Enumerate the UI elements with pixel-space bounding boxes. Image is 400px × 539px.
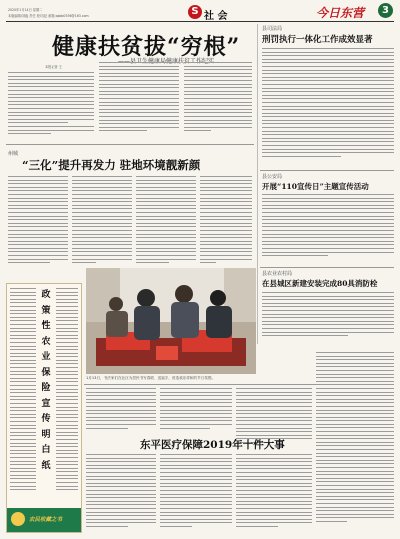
right-mid-rule (260, 170, 394, 171)
newspaper-logo: 今日东营 (316, 6, 365, 20)
mid-body-col-4 (200, 176, 252, 276)
banner-char: 险 (41, 383, 51, 393)
right-mid-body (262, 194, 394, 264)
right-low-rule (260, 267, 394, 268)
insurance-banner (6, 283, 82, 533)
right-low-tag: 县农业农村局 (262, 271, 293, 277)
lead-body-col-1 (8, 72, 94, 140)
bottom-body-col-2 (160, 388, 232, 434)
section-glyph: S (191, 6, 199, 17)
banner-footer (7, 508, 81, 532)
lead-bottom-rule (6, 144, 254, 145)
banner-char: 明 (41, 429, 51, 440)
banner-body-right (56, 288, 78, 498)
lead-title: 健康扶贫拔“穷根” (52, 34, 241, 60)
page-number: 3 (382, 5, 389, 16)
banner-body (10, 288, 36, 498)
issue-date: 2020年1月14日 星期二 (8, 8, 43, 12)
bottom-body-col-5 (86, 454, 156, 534)
banner-char: 传 (41, 414, 51, 424)
mid-title: “三化”提升再发力 驻地环境靓新颜 (22, 158, 201, 172)
banner-char: 政 (41, 290, 51, 300)
masthead-rule (6, 21, 394, 22)
page-number-badge (378, 3, 393, 18)
right-top-title: 刑罚执行一体化工作成效显著 (262, 35, 373, 45)
banner-char: 业 (41, 352, 51, 362)
banner-char: 白 (41, 445, 51, 455)
banner-char: 宣 (41, 398, 51, 409)
banner-char: 纸 (41, 460, 51, 471)
banner-footer-text: 农民收藏之书 (29, 517, 63, 523)
right-top-body (262, 48, 394, 168)
section-name: 社 会 (204, 11, 228, 22)
right-column-divider (257, 24, 258, 344)
banner-flower-icon (11, 512, 25, 526)
banner-text-lines (10, 288, 36, 498)
banner-char: 保 (41, 367, 51, 378)
mid-body-col-2 (72, 176, 132, 276)
photo-caption: 1月13日，书法家们在社区为居民书写春联、送福字，营造欢乐祥和的节日氛围。 (86, 376, 216, 380)
section-badge (188, 5, 202, 19)
mid-body-col-3 (136, 176, 196, 276)
editor-info: 本版编辑/刘毅 责任 校对/赵 邮箱:qsbb0536@163.com (8, 14, 89, 18)
right-top-tag: 县司法局 (262, 26, 283, 32)
banner-title-column (39, 288, 53, 474)
banner-char: 性 (41, 321, 51, 331)
mid-body-col-1 (8, 176, 68, 276)
right-mid-title: 开展“110宣传日”主题宣传活动 (262, 182, 369, 191)
bottom-body-col-4 (316, 352, 394, 536)
banner-char: 策 (41, 305, 51, 316)
photo-illustration (86, 268, 256, 374)
lead-body-col-2 (99, 62, 179, 140)
calligraphy-photo (86, 268, 256, 374)
right-low-body (262, 292, 394, 344)
lead-body-col-3 (184, 62, 252, 140)
right-low-title: 在县城区新建安装完成80具消防栓 (262, 279, 378, 288)
bottom-title: 东平医疗保障2019年十件大事 (140, 439, 285, 451)
bottom-body-col-1 (86, 388, 156, 434)
bottom-body-col-7 (236, 454, 312, 534)
banner-char: 农 (41, 336, 51, 347)
lead-byline: 本报记者 王 (45, 65, 62, 69)
mid-tag: 州城 (8, 151, 19, 157)
bottom-body-col-6 (160, 454, 232, 534)
right-mid-tag: 县公安局 (262, 174, 283, 180)
